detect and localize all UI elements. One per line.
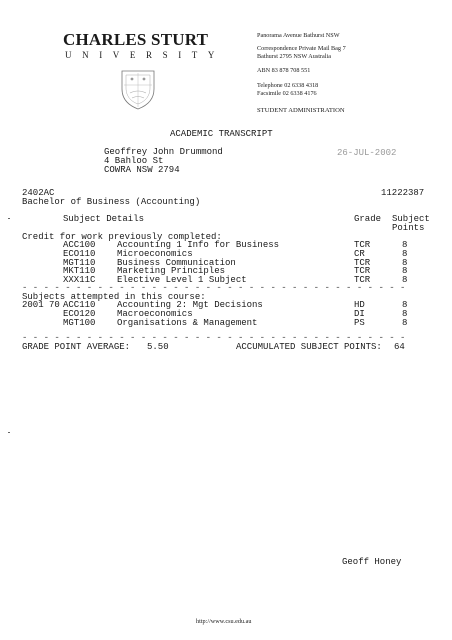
contact-numbers bbox=[257, 82, 318, 97]
header-grade: Grade bbox=[354, 214, 382, 224]
department: STUDENT ADMINISTRATION bbox=[257, 107, 345, 114]
divider: - - - - - - - - - - - - - - - - - - - - - - - - - - - - - - - - - - - - bbox=[22, 283, 406, 293]
subject-code: ACC100 bbox=[63, 240, 96, 250]
subject-name: Organisations & Management bbox=[117, 318, 258, 328]
telephone: Telephone 02 6338 4318 bbox=[257, 82, 319, 89]
abn-text: ABN 83 878 708 551 bbox=[257, 67, 311, 74]
gpa-value: 5.50 bbox=[147, 342, 169, 352]
subject-grade: TCR bbox=[354, 266, 371, 276]
student-town: COWRA NSW 2794 bbox=[104, 165, 180, 175]
subject-name: Macroeconomics bbox=[117, 309, 193, 319]
header-subject: Subject bbox=[392, 214, 430, 224]
subject-points: 8 bbox=[402, 275, 408, 285]
address-line: Bathurst 2795 NSW Australia bbox=[257, 52, 331, 60]
subject-name: Accounting 1 Info for Business bbox=[117, 240, 280, 250]
student-street: 4 Bahloo St bbox=[104, 156, 164, 166]
footer-url: http://www.csu.edu.au bbox=[196, 618, 252, 625]
date-stamp: 26-JUL-2002 bbox=[337, 148, 397, 158]
accumulated-points-value: 64 bbox=[394, 342, 405, 352]
credit-heading: Credit for work previously completed: bbox=[22, 232, 222, 242]
address-street bbox=[257, 32, 340, 40]
address-line: Panorama Avenue Bathurst NSW bbox=[257, 32, 340, 39]
scan-mark bbox=[8, 432, 10, 433]
subject-grade: CR bbox=[354, 249, 365, 259]
subject-code: MGT100 bbox=[63, 318, 96, 328]
university-name: CHARLES STURT bbox=[63, 30, 209, 49]
subject-points: 8 bbox=[402, 240, 408, 250]
subject-points: 8 bbox=[402, 309, 408, 319]
attempted-period: 2001 70 bbox=[22, 300, 60, 310]
subject-grade: TCR bbox=[354, 240, 371, 250]
divider: - - - - - - - - - - - - - - - - - - - - - - - - - - - - - - - - - - - - bbox=[22, 333, 406, 343]
student-id: 11222387 bbox=[381, 188, 425, 198]
subject-grade: TCR bbox=[354, 258, 371, 268]
header-points: Points bbox=[392, 223, 425, 233]
university-crest-icon bbox=[118, 67, 158, 111]
address-line: Correspondence Private Mail Bag 7 bbox=[257, 45, 346, 52]
subject-grade: TCR bbox=[354, 275, 371, 285]
subject-points: 8 bbox=[402, 300, 408, 310]
student-name: Geoffrey John Drummond bbox=[104, 147, 223, 157]
subject-points: 8 bbox=[402, 266, 408, 276]
subject-code: ECO120 bbox=[63, 309, 96, 319]
subject-name: Accounting 2: Mgt Decisions bbox=[117, 300, 263, 310]
subject-name: Microeconomics bbox=[117, 249, 193, 259]
subject-points: 8 bbox=[402, 258, 408, 268]
subject-grade: HD bbox=[354, 300, 365, 310]
subject-points: 8 bbox=[402, 318, 408, 328]
university-subtitle: UNIVERSITY bbox=[65, 50, 225, 60]
course-code: 2402AC bbox=[22, 188, 55, 198]
subject-grade: PS bbox=[354, 318, 365, 328]
subject-name: Elective Level 1 Subject bbox=[117, 275, 247, 285]
subject-code: XXX11C bbox=[63, 275, 96, 285]
scan-mark bbox=[8, 218, 10, 219]
subject-name: Marketing Principles bbox=[117, 266, 226, 276]
document-title: ACADEMIC TRANSCRIPT bbox=[170, 129, 273, 139]
subject-points: 8 bbox=[402, 249, 408, 259]
subject-name: Business Communication bbox=[117, 258, 236, 268]
subject-code: MKT110 bbox=[63, 266, 96, 276]
subject-code: ECO110 bbox=[63, 249, 96, 259]
subject-grade: DI bbox=[354, 309, 365, 319]
facsimile: Facsimile 02 6338 4176 bbox=[257, 89, 317, 97]
address-postal bbox=[257, 45, 346, 60]
accumulated-points-label: ACCUMULATED SUBJECT POINTS: bbox=[236, 342, 382, 352]
attempted-heading: Subjects attempted in this course: bbox=[22, 292, 206, 302]
signature: Geoff Honey bbox=[342, 557, 402, 567]
gpa-label: GRADE POINT AVERAGE: bbox=[22, 342, 131, 352]
header-subject-details: Subject Details bbox=[63, 214, 145, 224]
course-name: Bachelor of Business (Accounting) bbox=[22, 197, 201, 207]
abn bbox=[257, 67, 310, 75]
subject-code: MGT110 bbox=[63, 258, 96, 268]
subject-code: ACC110 bbox=[63, 300, 96, 310]
